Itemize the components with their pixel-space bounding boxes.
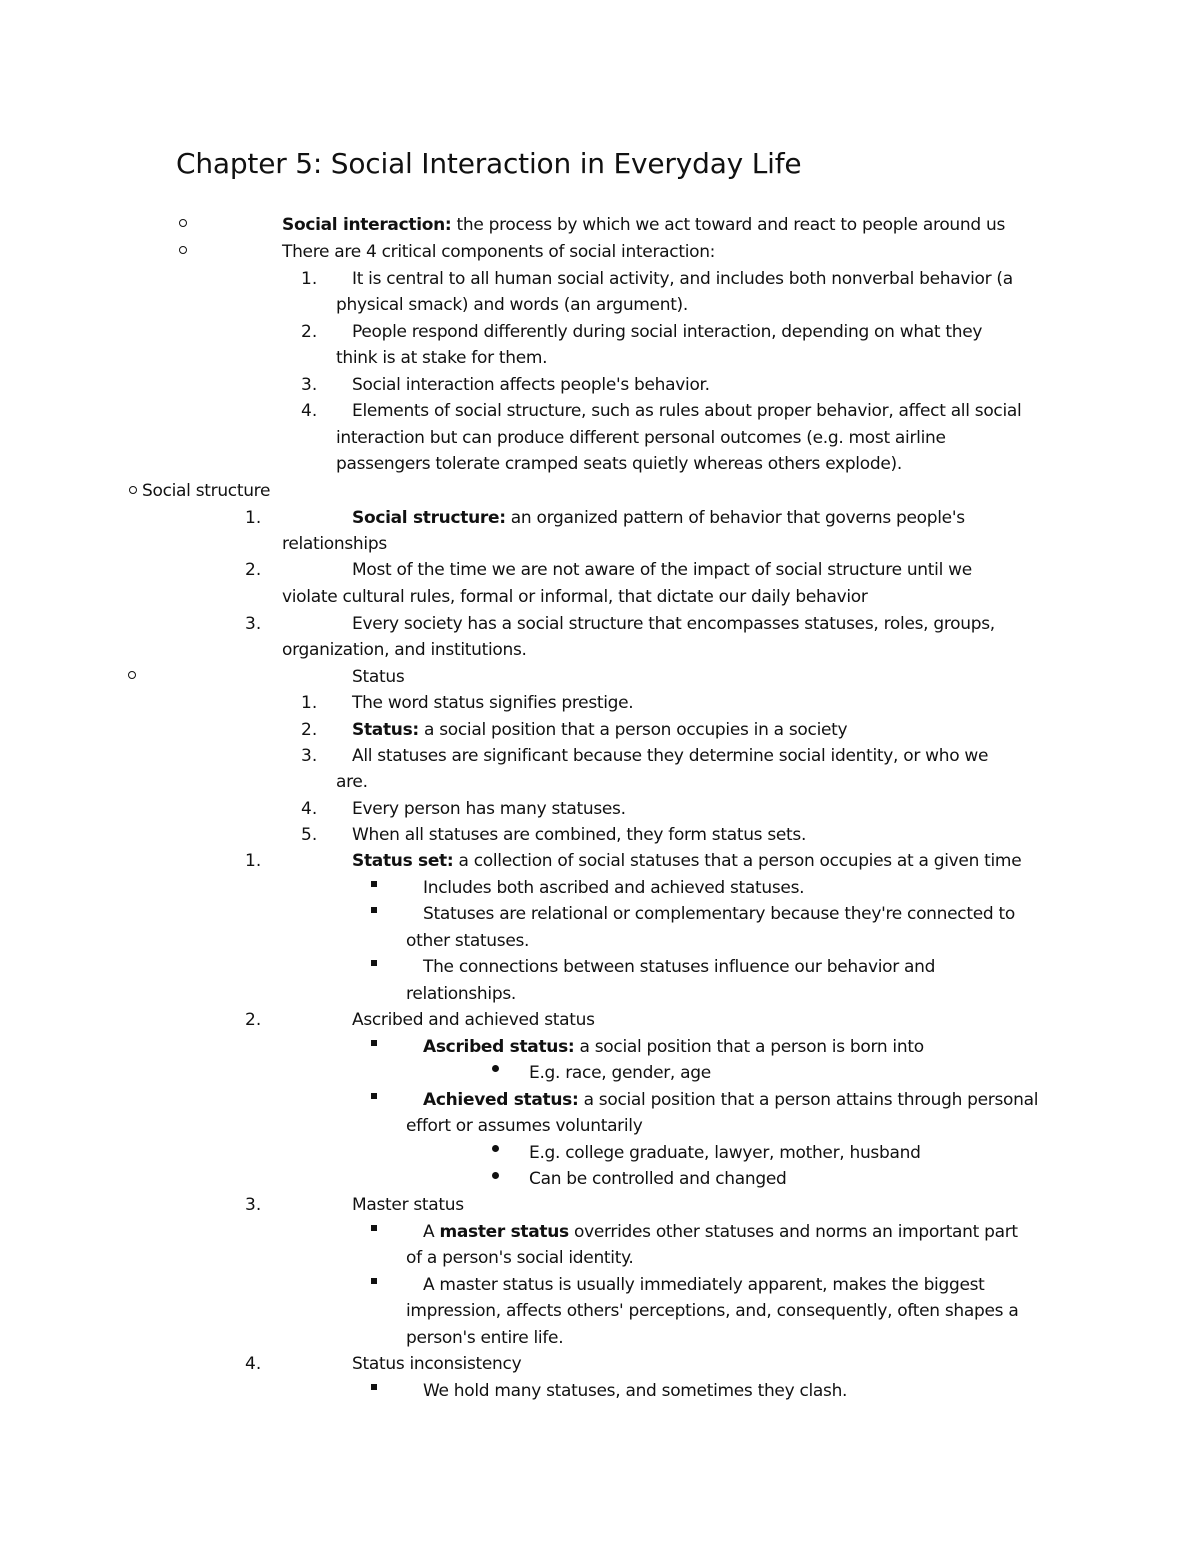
square-bullet-icon [371,1278,377,1284]
list-item: We hold many statuses, and sometimes they clash. [423,1381,848,1401]
list-item-continuation: impression, affects others' perceptions, and, consequently, often shapes a [406,1301,1019,1321]
round-bullet-icon [492,1145,499,1152]
section-heading-social-structure: Social structure [142,481,271,501]
list-number: 4. [301,401,318,421]
definition-status-set: Status set: a collection of social statuses that a person occupies at a given time [352,851,1022,871]
definition-social-structure: Social structure: an organized pattern of behavior that governs people's [352,508,965,528]
list-item-continuation: other statuses. [406,931,530,951]
list-item: When all statuses are combined, they form status sets. [352,825,807,845]
list-item-continuation: relationships [282,534,387,554]
list-number: 4. [301,799,318,819]
list-number: 3. [245,1195,262,1215]
round-bullet-icon [492,1065,499,1072]
list-number: 2. [301,322,318,342]
list-number: 3. [301,746,318,766]
subsection-heading: Ascribed and achieved status [352,1010,595,1030]
example-item: E.g. race, gender, age [529,1063,711,1083]
list-number: 2. [301,720,318,740]
hollow-bullet-icon [179,219,187,227]
list-item-continuation: person's entire life. [406,1328,564,1348]
square-bullet-icon [371,1384,377,1390]
list-number: 1. [301,269,318,289]
list-number: 1. [245,508,262,528]
list-number: 4. [245,1354,262,1374]
subsection-heading: Master status [352,1195,464,1215]
list-item: It is central to all human social activity, and includes both nonverbal behavior (a [352,269,1013,289]
list-item-continuation: violate cultural rules, formal or informal, that dictate our daily behavior [282,587,868,607]
hollow-bullet-icon [179,246,187,254]
list-item: People respond differently during social interaction, depending on what they [352,322,983,342]
square-bullet-icon [371,881,377,887]
list-item: Social interaction affects people's behavior. [352,375,710,395]
list-number: 3. [245,614,262,634]
definition-social-interaction: Social interaction: the process by which we act toward and react to people around us [282,215,1006,235]
square-bullet-icon [371,1093,377,1099]
list-number: 1. [301,693,318,713]
list-number: 1. [245,851,262,871]
list-item-continuation: are. [336,772,368,792]
list-item: The word status signifies prestige. [352,693,634,713]
definition-status: Status: a social position that a person occupies in a society [352,720,848,740]
square-bullet-icon [371,907,377,913]
list-item-continuation: think is at stake for them. [336,348,548,368]
list-item-continuation: interaction but can produce different personal outcomes (e.g. most airline [336,428,946,448]
list-number: 5. [301,825,318,845]
list-item-continuation: organization, and institutions. [282,640,527,660]
components-intro: There are 4 critical components of social interaction: [282,242,716,262]
list-item: Every person has many statuses. [352,799,626,819]
page-title: Chapter 5: Social Interaction in Everyday Life [176,147,802,180]
definition-master-status: A master status overrides other statuses and norms an important part [423,1222,1018,1242]
round-bullet-icon [492,1172,499,1179]
square-bullet-icon [371,1040,377,1046]
example-item: Can be controlled and changed [529,1169,787,1189]
hollow-bullet-icon [128,671,136,679]
list-item-continuation: relationships. [406,984,516,1004]
list-item: Most of the time we are not aware of the impact of social structure until we [352,560,972,580]
square-bullet-icon [371,960,377,966]
list-item-continuation: effort or assumes voluntarily [406,1116,643,1136]
square-bullet-icon [371,1225,377,1231]
list-item: The connections between statuses influence our behavior and [423,957,936,977]
list-number: 2. [245,1010,262,1030]
list-item: A master status is usually immediately apparent, makes the biggest [423,1275,985,1295]
list-item-continuation: physical smack) and words (an argument). [336,295,688,315]
list-number: 2. [245,560,262,580]
list-number: 3. [301,375,318,395]
list-item: Every society has a social structure that encompasses statuses, roles, groups, [352,614,995,634]
definition-achieved-status: Achieved status: a social position that a person attains through personal [423,1090,1039,1110]
list-item: Statuses are relational or complementary because they're connected to [423,904,1015,924]
definition-ascribed-status: Ascribed status: a social position that a person is born into [423,1037,924,1057]
list-item: Elements of social structure, such as rules about proper behavior, affect all social [352,401,1022,421]
subsection-heading: Status inconsistency [352,1354,522,1374]
list-item-continuation: of a person's social identity. [406,1248,634,1268]
list-item-continuation: passengers tolerate cramped seats quietly whereas others explode). [336,454,902,474]
hollow-bullet-icon [129,486,137,494]
example-item: E.g. college graduate, lawyer, mother, husband [529,1143,921,1163]
section-heading-status: Status [352,667,405,687]
list-item: Includes both ascribed and achieved statuses. [423,878,805,898]
list-item: All statuses are significant because they determine social identity, or who we [352,746,989,766]
